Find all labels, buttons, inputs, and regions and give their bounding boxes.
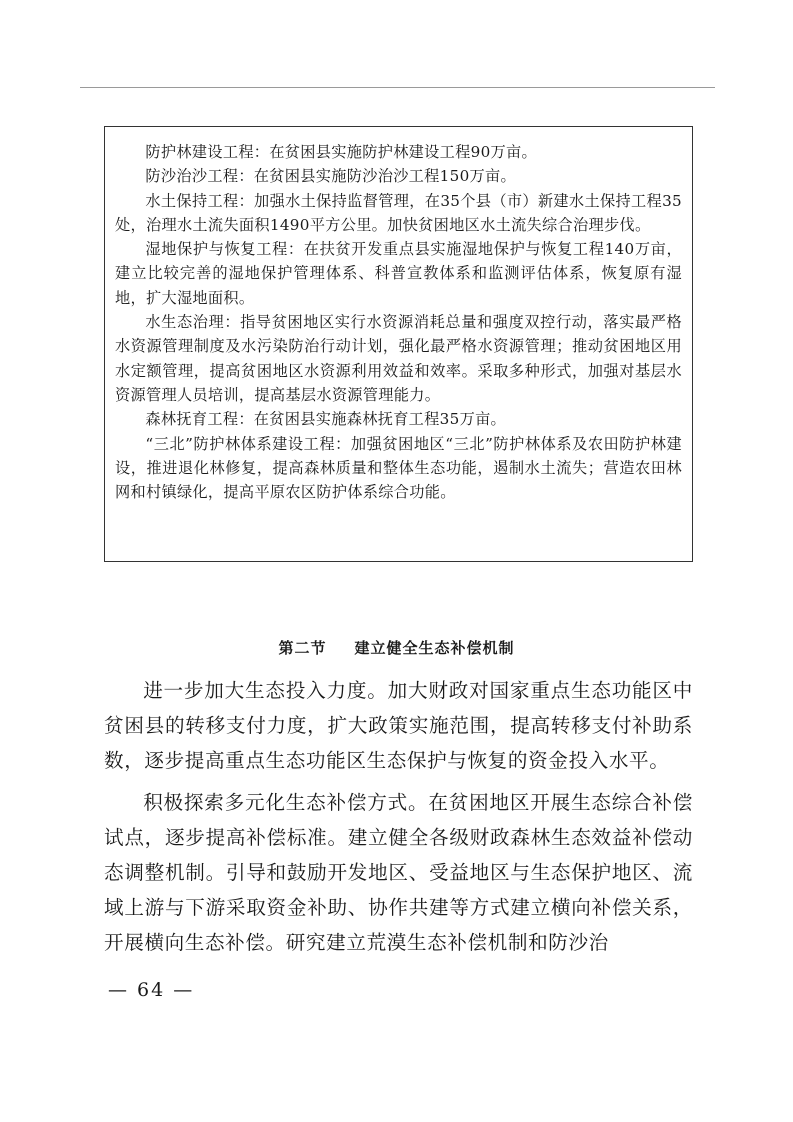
box-paragraph-water-ecology: 水生态治理：指导贫困地区实行水资源消耗总量和强度双控行动，落实最严格水资源管理制度及水污染防治行动计划，强化最严格水资源管理；推动贫困地区用水定额管理，提高贫困地区水资源利用效益和效率。采取多种形式，加强对基层水资源管理人员培训，提高基层水资源管理能力。 xyxy=(115,313,682,404)
box-paragraph-three-north: “三北”防护林体系建设工程：加强贫困地区“三北”防护林体系及农田防护林建设，推进退化林修复，提高森林质量和整体生态功能，遏制水土流失；营造农田林网和村镇绿化，提高平原农区防护体系综合功能。 xyxy=(115,434,682,502)
body-text xyxy=(104,673,693,967)
project-box xyxy=(104,126,693,562)
header-rule xyxy=(80,87,715,88)
section-number: 第二节 xyxy=(278,639,327,657)
body-paragraph-investment: 进一步加大生态投入力度。加大财政对国家重点生态功能区中贫困县的转移支付力度，扩大政策实施范围，提高转移支付补助系数，逐步提高重点生态功能区生态保护与恢复的资金投入水平。 xyxy=(104,679,693,773)
section-heading xyxy=(0,636,793,660)
box-paragraph-desertification: 防沙治沙工程：在贫困县实施防沙治沙工程150万亩。 xyxy=(145,167,517,186)
page-number: — 64 — xyxy=(108,979,195,1001)
body-paragraph-compensation: 积极探索多元化生态补偿方式。在贫困地区开展生态综合补偿试点，逐步提高补偿标准。建立健全各级财政森林生态效益补偿动态调整机制。引导和鼓励开发地区、受益地区与生态保护地区、流域上游与下游采取资金补助、协作共建等方式建立横向补偿关系，开展横向生态补偿。研究建立荒漠生态补偿机制和防沙治 xyxy=(104,790,693,955)
box-paragraph-wetland: 湿地保护与恢复工程：在扶贫开发重点县实施湿地保护与恢复工程140万亩，建立比较完善的湿地保护管理体系、科普宣教体系和监测评估体系，恢复原有湿地，扩大湿地面积。 xyxy=(115,240,682,307)
section-title: 建立健全生态补偿机制 xyxy=(354,639,515,657)
box-paragraph-shelterbelt: 防护林建设工程：在贫困县实施防护林建设工程90万亩。 xyxy=(145,143,538,161)
box-paragraph-soil-water: 水土保持工程：加强水土保持监督管理，在35个县（市）新建水土保持工程35处，治理水土流失面积1490平方公里。加快贫困地区水土流失综合治理步伐。 xyxy=(115,191,682,234)
box-paragraph-forest-tending: 森林抚育工程：在贫困县实施森林抚育工程35万亩。 xyxy=(145,410,507,429)
